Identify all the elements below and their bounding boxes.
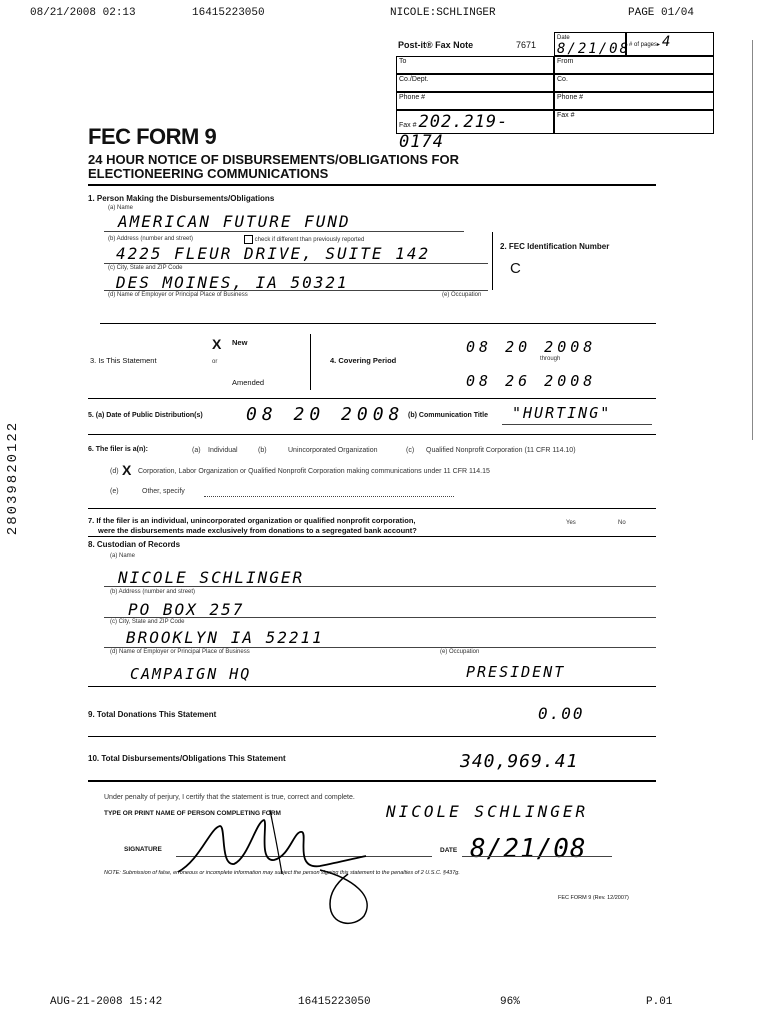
fax-footer-phone: 16415223050 xyxy=(298,996,371,1008)
cert-type-value: NICOLE SCHLINGER xyxy=(386,802,589,821)
postit-co-cell xyxy=(554,74,714,92)
cert-date-line xyxy=(462,856,612,857)
postit-title: Post-it® Fax Note xyxy=(398,40,474,50)
s8-name-label: (a) Name xyxy=(110,553,136,559)
s3-new-mark[interactable]: X xyxy=(212,336,222,352)
postit-fax-value: 202.219-0174 xyxy=(399,112,509,152)
s4-from-date: 08 20 2008 xyxy=(466,338,597,356)
cert-date-label: DATE xyxy=(440,847,458,854)
s6-c-text[interactable]: Qualified Nonprofit Corporation (11 CFR 114.10) xyxy=(426,447,576,454)
postit-date-value: 8/21/08 xyxy=(557,41,631,57)
fax-footer-percent: 96% xyxy=(500,996,520,1008)
s7-line1: 7. If the filer is an individual, unincorporated organization or qualified nonprofit corporation, xyxy=(88,516,416,525)
fax-header-name: NICOLE:SCHLINGER xyxy=(390,7,496,19)
s1-address-line xyxy=(104,263,488,264)
s8-address-value: PO BOX 257 xyxy=(128,600,245,619)
s8-city-line xyxy=(104,647,656,648)
postit-codept-label: Co./Dept. xyxy=(399,76,429,83)
s6-rule xyxy=(88,508,656,509)
postit-from-label: From xyxy=(557,58,574,65)
s3-amended-label[interactable]: Amended xyxy=(232,378,265,387)
postit-fax2-cell xyxy=(554,110,714,134)
s8-occupation-value: PRESIDENT xyxy=(466,663,566,681)
postit-pages-label: # of pages▸ xyxy=(629,42,661,48)
fax-footer-datetime: AUG-21-2008 15:42 xyxy=(50,996,163,1008)
postit-pages-value: 4 xyxy=(662,34,673,50)
s9-value: 0.00 xyxy=(538,704,585,723)
fax-header-phone: 16415223050 xyxy=(192,7,265,19)
s4-rule xyxy=(88,398,656,399)
postit-to-label: To xyxy=(399,58,407,65)
s1-check-different[interactable] xyxy=(244,235,364,244)
s7-no[interactable]: No xyxy=(618,520,626,526)
s7-line2: were the disbursements made exclusively from donations to a segregated bank account? xyxy=(98,526,417,535)
s1-divider xyxy=(492,232,493,290)
postit-phone-label: Phone # xyxy=(399,94,426,101)
s5-rule xyxy=(88,434,656,435)
s4-to-date: 08 26 2008 xyxy=(466,372,597,390)
s6-d-text[interactable]: Corporation, Labor Organization or Qualified Nonprofit Corporation making communications under 11 CFR 114.15 xyxy=(138,468,490,475)
s3-or-label: or xyxy=(212,359,218,365)
s8-name-line xyxy=(104,586,656,587)
cert-form-rev: FEC FORM 9 (Rev. 12/2007) xyxy=(558,895,629,901)
page-edge-line xyxy=(752,40,753,440)
postit-from-cell xyxy=(554,56,714,74)
postit-phone2-cell xyxy=(554,92,714,110)
cert-perjury: Under penalty of perjury, I certify that the statement is true, correct and complete. xyxy=(104,794,355,801)
postit-fax2-label: Fax # xyxy=(557,112,575,119)
postit-codept-cell xyxy=(396,74,554,92)
s4-through-label: through xyxy=(540,356,561,362)
s9-rule xyxy=(88,736,656,737)
s6-b-label: (b) xyxy=(258,447,267,454)
s8-employer-label: (d) Name of Employer or Principal Place of Business xyxy=(110,649,250,655)
s6-a-label: (a) xyxy=(192,447,201,454)
s5-title-value: "HURTING" xyxy=(512,404,612,422)
s8-employer-value: CAMPAIGN HQ xyxy=(130,665,252,683)
s8-city-label: (c) City, State and ZIP Code xyxy=(110,619,185,625)
cert-date-value: 8/21/08 xyxy=(470,834,587,864)
s4-label: 4. Covering Period xyxy=(330,356,397,365)
s8-heading: 8. Custodian of Records xyxy=(88,540,181,549)
cert-type-label: TYPE OR PRINT NAME OF PERSON COMPLETING FORM xyxy=(104,810,281,817)
fec-id-label: 2. FEC Identification Number xyxy=(500,242,610,251)
s1-name-line xyxy=(104,231,464,232)
s9-label: 9. Total Donations This Statement xyxy=(88,710,217,719)
s6-a-text[interactable]: Individual xyxy=(208,447,238,454)
s8-occupation-label: (e) Occupation xyxy=(440,649,480,655)
s8-address-line xyxy=(104,617,656,618)
signature-drawing xyxy=(170,800,380,930)
form-title: FEC FORM 9 xyxy=(88,124,217,149)
fax-header-page: PAGE 01/04 xyxy=(628,7,695,19)
s6-d-mark[interactable]: X xyxy=(122,462,132,478)
cert-note: NOTE: Submission of false, erroneous or incomplete information may subject the person signing this statement to the penalties of 2 U.S.C. §437g. xyxy=(104,870,460,876)
s10-label: 10. Total Disbursements/Obligations This Statement xyxy=(88,754,286,763)
fec-id-value: C xyxy=(510,260,521,277)
s5-title-line xyxy=(502,424,652,425)
s8-city-value: BROOKLYN IA 52211 xyxy=(126,628,324,647)
s8-name-value: NICOLE SCHLINGER xyxy=(118,568,305,587)
s1-city-line xyxy=(104,290,488,291)
s1-occupation-label: (e) Occupation xyxy=(442,292,482,298)
s1-address-label: (b) Address (number and street) xyxy=(108,236,194,242)
s5-date-value: 08 20 2008 xyxy=(246,404,405,425)
postit-code: 7671 xyxy=(516,40,537,50)
s10-value: 340,969.41 xyxy=(460,751,579,772)
s1-check-label: check if different than previously reported xyxy=(254,237,365,244)
s1-city-value: DES MOINES, IA 50321 xyxy=(116,273,349,292)
s1-city-label: (c) City, State and ZIP Code xyxy=(108,265,183,271)
s1-name-value: AMERICAN FUTURE FUND xyxy=(118,212,351,231)
postit-pages-cell xyxy=(626,32,714,56)
s8-address-label: (b) Address (number and street) xyxy=(110,589,196,595)
s10-rule xyxy=(88,780,656,782)
side-document-number: 28039820122 xyxy=(5,420,22,536)
postit-to-cell xyxy=(396,56,554,74)
s3-label: 3. Is This Statement xyxy=(90,356,157,365)
s5-date-label: 5. (a) Date of Public Distribution(s) xyxy=(88,412,203,419)
s6-other-line xyxy=(204,496,454,497)
s6-label: 6. The filer is a(n): xyxy=(88,446,148,453)
s1-address-value: 4225 FLEUR DRIVE, SUITE 142 xyxy=(116,244,431,263)
postit-date-label: Date xyxy=(557,35,570,41)
s8-rule xyxy=(88,686,656,687)
s3-new-label: New xyxy=(232,338,248,347)
s6-d-label: (d) xyxy=(110,468,119,475)
s3-divider xyxy=(310,334,311,390)
form-subtitle-1: 24 HOUR NOTICE OF DISBURSEMENTS/OBLIGATIONS FOR xyxy=(88,152,460,167)
s1-heading: 1. Person Making the Disbursements/Obligations xyxy=(88,194,275,203)
s6-e-label: (e) xyxy=(110,488,119,495)
s1-check-box[interactable] xyxy=(244,235,253,244)
cert-signature-label: SIGNATURE xyxy=(124,846,162,853)
s1-employer-label: (d) Name of Employer or Principal Place of Business xyxy=(108,292,248,298)
s7-yes[interactable]: Yes xyxy=(566,520,576,526)
s1-name-label: (a) Name xyxy=(108,205,134,211)
fax-footer-page: P.01 xyxy=(646,996,673,1008)
postit-co-label: Co. xyxy=(557,76,568,83)
form-subtitle-2: ELECTIONEERING COMMUNICATIONS xyxy=(88,166,329,181)
s6-b-text[interactable]: Unincorporated Organization xyxy=(288,447,378,454)
s5-title-label: (b) Communication Title xyxy=(408,412,488,419)
postit-phone-cell xyxy=(396,92,554,110)
postit-date-cell xyxy=(554,32,631,57)
fax-header-datetime: 08/21/2008 02:13 xyxy=(30,7,136,19)
postit-phone2-label: Phone # xyxy=(557,94,584,101)
postit-fax-label: Fax # xyxy=(399,122,417,129)
s6-c-label: (c) xyxy=(406,447,415,454)
title-rule xyxy=(88,184,656,186)
s6-e-text[interactable]: Other, specify xyxy=(142,488,185,495)
s2-rule xyxy=(100,323,656,324)
s7-rule xyxy=(88,536,656,537)
postit-fax-cell xyxy=(396,110,554,152)
